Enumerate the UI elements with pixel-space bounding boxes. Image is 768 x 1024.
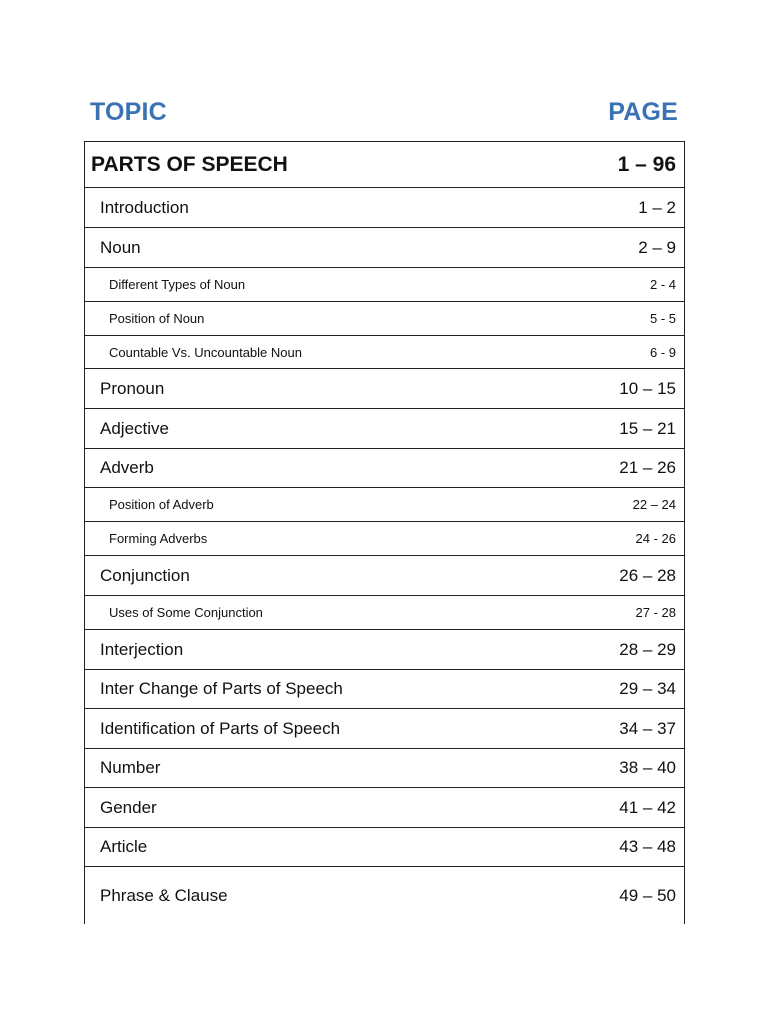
- toc-topic-title: Number: [100, 758, 161, 777]
- toc-topic-title: Identification of Parts of Speech: [100, 718, 341, 738]
- toc-chapter-row: [85, 749, 684, 788]
- toc-topic-title: Inter Change of Parts of Speech: [100, 679, 343, 698]
- toc-subtopic-row: [85, 336, 684, 369]
- toc-page-range: 5 - 5: [649, 311, 676, 326]
- toc-page-range: 38 – 40: [619, 758, 676, 777]
- toc-chapter-row: [85, 867, 684, 925]
- toc-page-range: 6 - 9: [649, 344, 676, 360]
- toc-chapter-row: [85, 369, 684, 409]
- toc-page-range: 43 – 48: [619, 837, 676, 856]
- toc-page-range: 26 – 28: [619, 565, 676, 585]
- toc-page-range: 34 – 37: [619, 718, 676, 738]
- toc-chapter-row: [85, 228, 684, 268]
- toc-page-range: 28 – 29: [619, 639, 676, 659]
- toc-topic-title: Forming Adverbs: [109, 531, 208, 546]
- toc-page-range: 22 – 24: [632, 497, 676, 512]
- toc-topic-title: Interjection: [100, 639, 184, 659]
- toc-chapter-row: [85, 556, 684, 596]
- toc-topic-title: PARTS OF SPEECH: [91, 152, 288, 176]
- toc-header: [90, 94, 678, 130]
- toc-subtopic-row: [85, 302, 684, 336]
- toc-page-range: 1 – 2: [638, 197, 676, 217]
- toc-page-range: 15 – 21: [619, 418, 676, 438]
- toc-topic-title: Article: [100, 837, 148, 856]
- toc-topic-title: Phrase & Clause: [100, 886, 228, 905]
- toc-topic-title: Noun: [100, 237, 141, 257]
- toc-topic-title: Adjective: [100, 418, 169, 438]
- toc-topic-title: Conjunction: [100, 565, 190, 585]
- toc-chapter-row: [85, 828, 684, 867]
- toc-topic-title: Position of Adverb: [109, 497, 214, 512]
- toc-topic-title: Gender: [100, 797, 157, 817]
- toc-chapter-row: [85, 188, 684, 228]
- toc-page-range: 49 – 50: [619, 886, 676, 905]
- toc-chapter-row: [85, 630, 684, 670]
- toc-topic-title: Adverb: [100, 458, 154, 477]
- toc-chapter-row: [85, 709, 684, 749]
- toc-page-range: 21 – 26: [619, 458, 676, 477]
- toc-chapter-row: [85, 409, 684, 449]
- toc-topic-title: Countable Vs. Uncountable Noun: [109, 344, 302, 360]
- toc-page-range: 10 – 15: [619, 378, 676, 398]
- toc-topic-title: Pronoun: [100, 378, 165, 398]
- toc-topic-title: Uses of Some Conjunction: [109, 605, 263, 620]
- toc-topic-title: Position of Noun: [109, 311, 205, 326]
- toc-chapter-row: [85, 449, 684, 488]
- toc-section-row: [85, 142, 684, 188]
- table-of-contents: [84, 141, 685, 924]
- toc-page-range: 27 - 28: [635, 605, 676, 620]
- toc-page-range: 29 – 34: [619, 679, 676, 698]
- toc-page-range: 1 – 96: [617, 152, 676, 176]
- toc-subtopic-row: [85, 268, 684, 302]
- toc-topic-title: Different Types of Noun: [109, 277, 246, 292]
- toc-page-range: 24 - 26: [635, 531, 676, 546]
- toc-chapter-row: [85, 788, 684, 828]
- toc-topic-title: Introduction: [100, 197, 189, 217]
- toc-subtopic-row: [85, 488, 684, 522]
- toc-page-range: 2 - 4: [649, 277, 676, 292]
- toc-subtopic-row: [85, 596, 684, 630]
- toc-page-range: 2 – 9: [638, 237, 676, 257]
- topic-column-heading: TOPIC: [90, 98, 167, 126]
- page-column-heading: PAGE: [608, 98, 678, 126]
- toc-subtopic-row: [85, 522, 684, 556]
- toc-chapter-row: [85, 670, 684, 709]
- toc-page-range: 41 – 42: [619, 797, 676, 817]
